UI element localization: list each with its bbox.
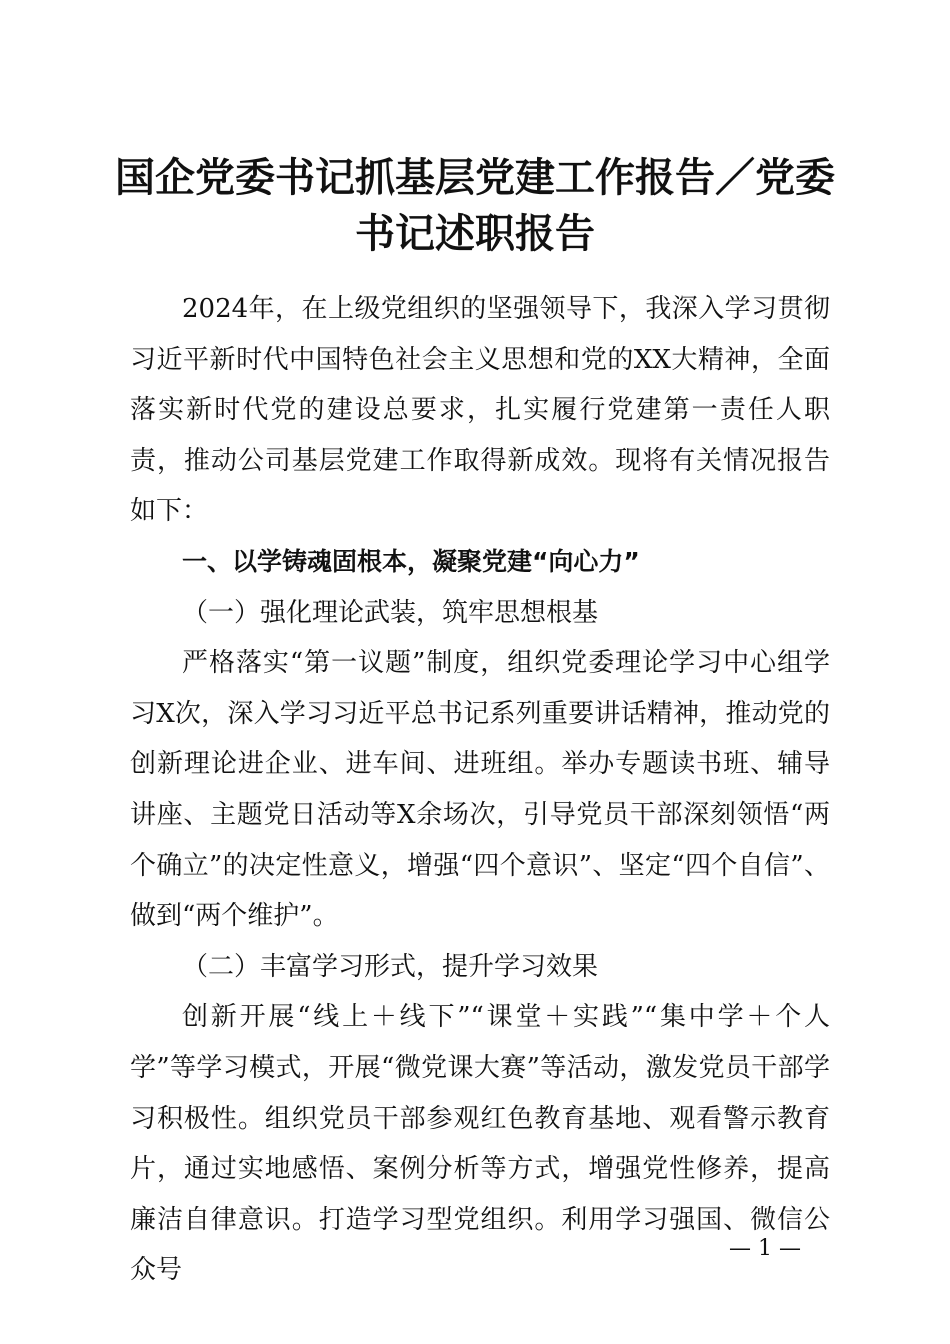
section-heading-1: 一、以学铸魂固根本，凝聚党建“向心力” xyxy=(182,546,640,576)
page-number: — 1 — xyxy=(729,1236,801,1261)
intro-paragraph: 2024年，在上级党组织的坚强领导下，我深入学习贯彻习近平新时代中国特色社会主义思想和党的XX大精神，全面落实新时代党的建设总要求，扎实履行党建第一责任人职责，推动公司基层党建工作取得新成效。现将有关情况报告如下： xyxy=(130,294,830,527)
document-title: 国企党委书记抓基层党建工作报告／党委书记述职报告 xyxy=(115,155,835,257)
paragraph-1: 严格落实“第一议题”制度，组织党委理论学习中心组学习X次，深入学习习近平总书记系列重要讲话精神，推动党的创新理论进企业、进车间、进班组。举办专题读书班、辅导讲座、主题党日活动等X余场次，引导党员干部深刻领悟“两个确立”的决定性意义，增强“四个意识”、坚定“四个自信”、做到“两个维护”。 xyxy=(130,648,830,932)
subsection-heading-2: （二）丰富学习形式，提升学习效果 xyxy=(182,951,599,982)
document-body xyxy=(130,284,830,1296)
subsection-heading-1: （一）强化理论武装，筑牢思想根基 xyxy=(182,597,599,628)
paragraph-2: 创新开展“线上＋线下”“课堂＋实践”“集中学＋个人学”等学习模式，开展“微党课大赛”等活动，激发党员干部学习积极性。组织党员干部参观红色教育基地、观看警示教育片，通过实地感悟、案例分析等方式，增强党性修养，提高廉洁自律意识。打造学习型党组织。利用学习强国、微信公众号 xyxy=(130,1002,830,1286)
